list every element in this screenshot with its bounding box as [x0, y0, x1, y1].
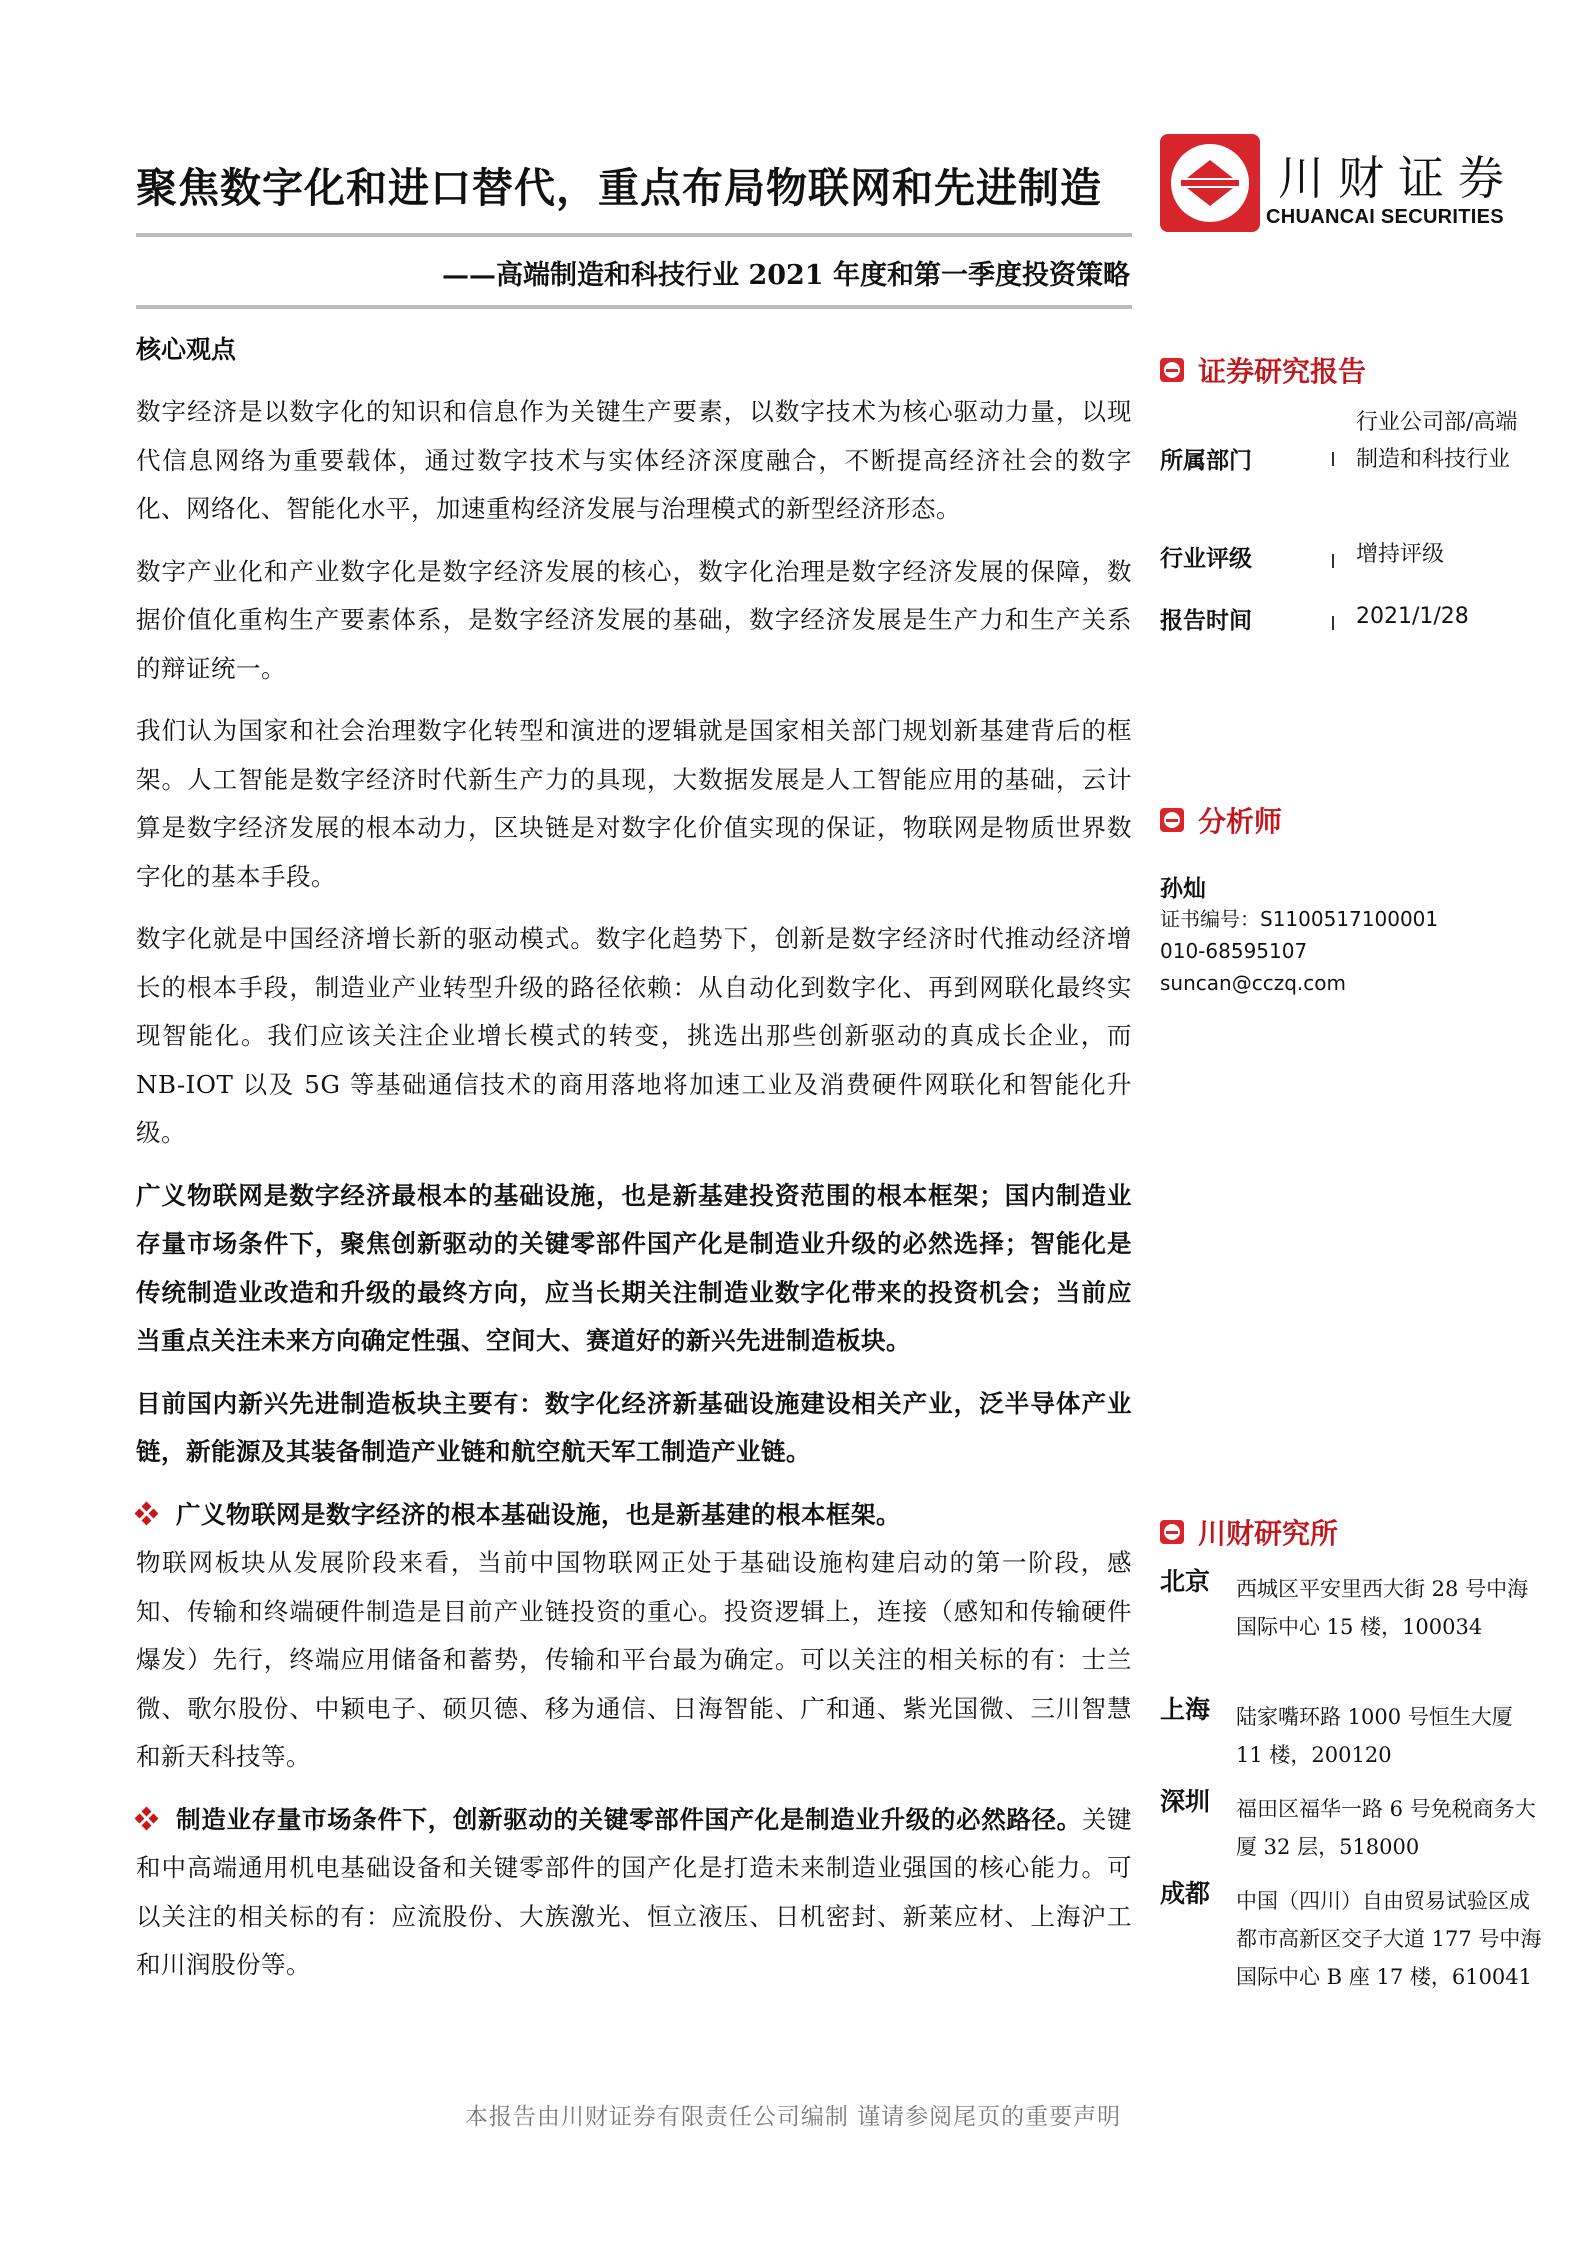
- footer-disclaimer: 本报告由川财证券有限责任公司编制 谨请参阅尾页的重要声明: [464, 2104, 1122, 2130]
- report-info-section: [1160, 350, 1540, 390]
- office-city: 成都: [1160, 1879, 1211, 1908]
- title-divider: [136, 233, 1132, 237]
- mini-logo-icon: [1160, 358, 1184, 382]
- subtitle-divider: [136, 305, 1132, 309]
- logo-name-cn: 川财证券: [1278, 151, 1518, 205]
- info-label: 行业评级: [1160, 545, 1252, 572]
- divider-bar: [1332, 452, 1334, 466]
- analyst-email[interactable]: suncan@cczq.com: [1160, 971, 1346, 995]
- info-label: 报告时间: [1160, 607, 1252, 634]
- office-address: 中国（四川）自由贸易试验区成都市高新区交子大道 177 号中海国际中心 B 座 17 楼，610041: [1236, 1889, 1542, 1989]
- logo-mark-icon: [1160, 134, 1260, 232]
- bullet-title: 广义物联网是数字经济的根本基础设施，也是新基建的根本框架。: [176, 1499, 901, 1529]
- office-address: 福田区福华一路 6 号免税商务大厦 32 层，518000: [1236, 1797, 1536, 1859]
- section-heading: 分析师: [1160, 800, 1540, 840]
- analyst-name: 孙灿: [1160, 875, 1206, 902]
- key-conclusion-paragraph: 广义物联网是数字经济最根本的基础设施，也是新基建投资范围的根本框架；国内制造业存量市场条件下，聚焦创新驱动的关键零部件国产化是制造业升级的必然选择；智能化是传统制造业改造和升级的最终方向，应当长期关注制造业数字化带来的投资机会；当前应当重点关注未来方向确定性强、空间大、赛道好的新兴先进制造板块。: [136, 1180, 1132, 1355]
- office-list: [1160, 1560, 1540, 2040]
- paragraph: 我们认为国家和社会治理数字化转型和演进的逻辑就是国家相关部门规划新基建背后的框架。人工智能是数字经济时代新生产力的具现，大数据发展是人工智能应用的基础，云计算是数字经济发展的根本动力，区块链是对数字化价值实现的保证，物联网是物质世界数字化的基本手段。: [136, 716, 1132, 891]
- office-city: 深圳: [1160, 1787, 1211, 1816]
- core-views-heading: 核心观点: [136, 335, 237, 364]
- info-value: 2021/1/28: [1356, 604, 1469, 629]
- analyst-section: [1160, 800, 1540, 999]
- office-city: 北京: [1160, 1567, 1211, 1596]
- bullet-block-manufacturing: [136, 1796, 1132, 1990]
- paragraph: 数字化就是中国经济增长新的驱动模式。数字化趋势下，创新是数字经济时代推动经济增长的根本手段，制造业产业转型升级的路径依赖：从自动化到数字化、再到网联化最终实现智能化。我们应该关注企业增长模式的转变，挑选出那些创新驱动的真成长企业，而 NB-IOT 以及 5G 等基础通信技术的商用落地将加速工业及消费硬件网联化和智能化升级。: [136, 924, 1132, 1147]
- office-address: 西城区平安里西大街 28 号中海国际中心 15 楼，100034: [1236, 1577, 1529, 1639]
- report-info-table: [1160, 400, 1540, 660]
- main-content: [136, 330, 1132, 2004]
- bullet-title: 制造业存量市场条件下，创新驱动的关键零部件国产化是制造业升级的必然路径。: [176, 1804, 1082, 1834]
- office-address: 陆家嘴环路 1000 号恒生大厦 11 楼，200120: [1236, 1705, 1513, 1767]
- paragraph: 数字经济是以数字化的知识和信息作为关键生产要素，以数字技术为核心驱动力量，以现代信息网络为重要载体，通过数字技术与实体经济深度融合，不断提高经济社会的数字化、网络化、智能化水平，加速重构经济发展与治理模式的新型经济形态。: [136, 397, 1132, 523]
- section-heading: 川财研究所: [1160, 1512, 1540, 1552]
- info-value: 增持评级: [1356, 542, 1445, 567]
- divider-bar: [1332, 554, 1334, 568]
- sector-summary-paragraph: 目前国内新兴先进制造板块主要有：数字化经济新基础设施建设相关产业，泛半导体产业链，新能源及其装备制造产业链和航空航天军工制造产业链。: [136, 1388, 1132, 1466]
- bullet-heading-iot: [136, 1491, 1132, 1540]
- section-heading: 证券研究报告: [1160, 350, 1540, 390]
- mini-logo-icon: [1160, 1520, 1184, 1544]
- red-diamond-cluster-icon: [136, 1503, 158, 1525]
- company-logo: [1160, 134, 1560, 244]
- office-city: 上海: [1160, 1695, 1211, 1724]
- info-label: 所属部门: [1160, 447, 1252, 474]
- info-value: 行业公司部/高端制造和科技行业: [1356, 410, 1518, 472]
- report-title: 聚焦数字化和进口替代，重点布局物联网和先进制造: [136, 164, 1102, 212]
- logo-name-en: CHUANCAI SECURITIES: [1266, 206, 1504, 228]
- analyst-cert: 证书编号：S1100517100001: [1160, 907, 1439, 931]
- mini-logo-icon: [1160, 808, 1184, 832]
- report-subtitle: ——高端制造和科技行业 2021 年度和第一季度投资策略: [442, 260, 1130, 291]
- red-diamond-cluster-icon: [136, 1808, 158, 1830]
- bullet-body: 关键和中高端通用机电基础设备和关键零部件的国产化是打造未来制造业强国的核心能力。可以关注的相关标的有：应流股份、大族激光、恒立液压、日机密封、新莱应材、上海沪工和川润股份等。: [136, 1804, 1133, 1979]
- divider-bar: [1332, 616, 1334, 630]
- paragraph: 数字产业化和产业数字化是数字经济发展的核心，数字化治理是数字经济发展的保障，数据价值化重构生产要素体系，是数字经济发展的基础，数字经济发展是生产力和生产关系的辩证统一。: [136, 556, 1132, 683]
- analyst-phone: 010-68595107: [1160, 939, 1308, 963]
- institute-section: [1160, 1512, 1540, 1552]
- bullet-body: 物联网板块从发展阶段来看，当前中国物联网正处于基础设施构建启动的第一阶段，感知、传输和终端硬件制造是目前产业链投资的重心。投资逻辑上，连接（感知和传输硬件爆发）先行，终端应用储备和蓄势，传输和平台最为确定。可以关注的相关标的有：士兰微、歌尔股份、中颖电子、硕贝德、移为通信、日海智能、广和通、紫光国微、三川智慧和新天科技等。: [136, 1548, 1132, 1771]
